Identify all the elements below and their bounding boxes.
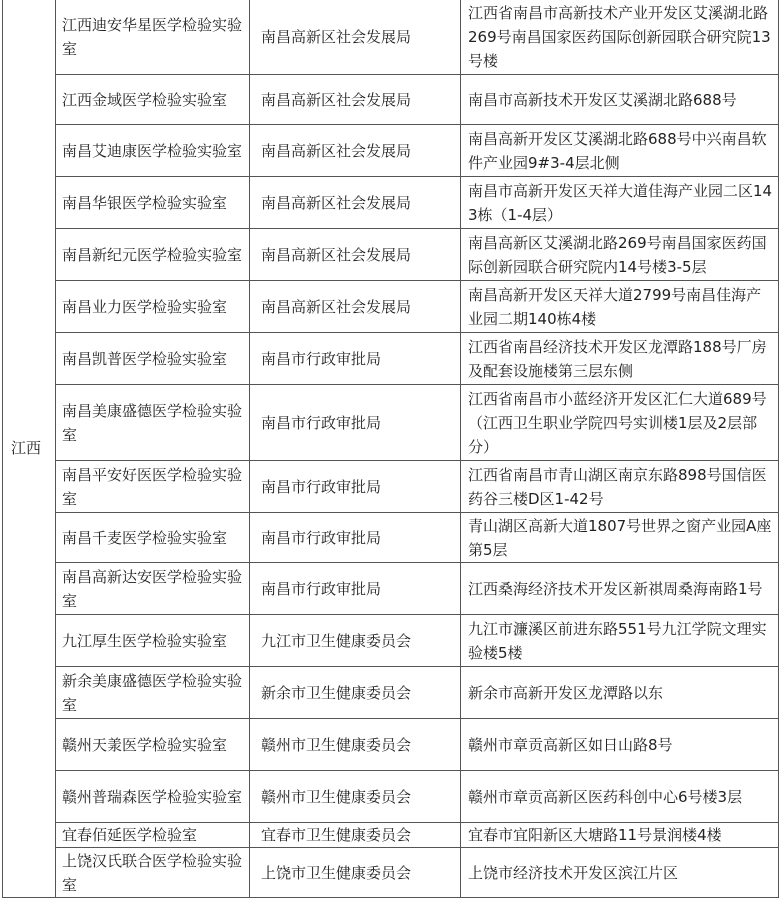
lab-name-cell: 江西金域医学检验实验室 xyxy=(56,75,250,125)
table-row xyxy=(3,0,779,75)
address-cell: 赣州市章贡高新区医药科创中心6号楼3层 xyxy=(461,771,779,823)
lab-table xyxy=(2,0,779,898)
lab-table-body xyxy=(3,0,779,898)
table-row xyxy=(3,75,779,125)
authority-cell: 上饶市卫生健康委员会 xyxy=(250,848,461,898)
address-cell: 南昌高新开发区天祥大道2799号南昌佳海产业园二期140栋4楼 xyxy=(461,281,779,333)
table-row xyxy=(3,461,779,513)
authority-cell: 南昌高新区社会发展局 xyxy=(250,75,461,125)
lab-name-cell: 南昌华银医学检验实验室 xyxy=(56,177,250,229)
address-cell: 南昌市高新开发区天祥大道佳海产业园二区143栋（1-4层） xyxy=(461,177,779,229)
table-row xyxy=(3,848,779,898)
lab-name-cell: 南昌凯普医学检验实验室 xyxy=(56,333,250,385)
address-cell: 青山湖区高新大道1807号世界之窗产业园A座第5层 xyxy=(461,513,779,563)
lab-name-cell: 南昌美康盛德医学检验实验室 xyxy=(56,385,250,461)
table-row xyxy=(3,385,779,461)
address-cell: 九江市濂溪区前进东路551号九江学院文理实验楼5楼 xyxy=(461,615,779,667)
address-cell: 上饶市经济技术开发区滨江片区 xyxy=(461,848,779,898)
table-row xyxy=(3,125,779,177)
address-cell: 南昌市高新技术开发区艾溪湖北路688号 xyxy=(461,75,779,125)
table-row xyxy=(3,771,779,823)
authority-cell: 南昌高新区社会发展局 xyxy=(250,229,461,281)
lab-name-cell: 南昌高新达安医学检验实验室 xyxy=(56,563,250,615)
authority-cell: 南昌高新区社会发展局 xyxy=(250,281,461,333)
authority-cell: 赣州市卫生健康委员会 xyxy=(250,771,461,823)
address-cell: 南昌高新开发区艾溪湖北路688号中兴南昌软件产业园9#3-4层北侧 xyxy=(461,125,779,177)
lab-name-cell: 上饶汉氏联合医学检验实验室 xyxy=(56,848,250,898)
lab-name-cell: 赣州普瑞森医学检验实验室 xyxy=(56,771,250,823)
authority-cell: 南昌市行政审批局 xyxy=(250,563,461,615)
address-cell: 江西省南昌市高新技术产业开发区艾溪湖北路269号南昌国家医药国际创新园联合研究院13号楼 xyxy=(461,0,779,75)
address-cell: 南昌高新区艾溪湖北路269号南昌国家医药国际创新园联合研究院内14号楼3-5层 xyxy=(461,229,779,281)
address-cell: 江西省南昌市青山湖区南京东路898号国信医药谷三楼D区1-42号 xyxy=(461,461,779,513)
lab-name-cell: 南昌千麦医学检验实验室 xyxy=(56,513,250,563)
authority-cell: 南昌高新区社会发展局 xyxy=(250,177,461,229)
lab-name-cell: 南昌平安好医医学检验实验室 xyxy=(56,461,250,513)
lab-name-cell: 南昌新纪元医学检验实验室 xyxy=(56,229,250,281)
authority-cell: 南昌高新区社会发展局 xyxy=(250,125,461,177)
table-row xyxy=(3,615,779,667)
authority-cell: 南昌市行政审批局 xyxy=(250,461,461,513)
lab-name-cell: 南昌艾迪康医学检验实验室 xyxy=(56,125,250,177)
table-row xyxy=(3,719,779,771)
authority-cell: 赣州市卫生健康委员会 xyxy=(250,719,461,771)
lab-name-cell: 新余美康盛德医学检验实验室 xyxy=(56,667,250,719)
address-cell: 江西省南昌市小蓝经济开发区汇仁大道689号（江西卫生职业学院四号实训楼1层及2层部分） xyxy=(461,385,779,461)
authority-cell: 南昌市行政审批局 xyxy=(250,333,461,385)
lab-name-cell: 江西迪安华星医学检验实验室 xyxy=(56,0,250,75)
lab-name-cell: 九江厚生医学检验实验室 xyxy=(56,615,250,667)
address-cell: 江西桑海经济技术开发区新祺周桑海南路1号 xyxy=(461,563,779,615)
table-row xyxy=(3,667,779,719)
authority-cell: 南昌市行政审批局 xyxy=(250,385,461,461)
table-row xyxy=(3,177,779,229)
lab-name-cell: 宜春佰延医学检验室 xyxy=(56,823,250,848)
province-cell: 江西 xyxy=(3,0,56,898)
table-row xyxy=(3,823,779,848)
lab-name-cell: 南昌业力医学检验实验室 xyxy=(56,281,250,333)
authority-cell: 新余市卫生健康委员会 xyxy=(250,667,461,719)
authority-cell: 南昌市行政审批局 xyxy=(250,513,461,563)
table-row xyxy=(3,229,779,281)
table-row xyxy=(3,513,779,563)
authority-cell: 宜春市卫生健康委员会 xyxy=(250,823,461,848)
table-row xyxy=(3,333,779,385)
address-cell: 江西省南昌经济技术开发区龙潭路188号厂房及配套设施楼第三层东侧 xyxy=(461,333,779,385)
table-row xyxy=(3,563,779,615)
authority-cell: 九江市卫生健康委员会 xyxy=(250,615,461,667)
authority-cell: 南昌高新区社会发展局 xyxy=(250,0,461,75)
address-cell: 新余市高新开发区龙潭路以东 xyxy=(461,667,779,719)
address-cell: 赣州市章贡高新区如日山路8号 xyxy=(461,719,779,771)
table-row xyxy=(3,281,779,333)
address-cell: 宜春市宜阳新区大塘路11号景润楼4楼 xyxy=(461,823,779,848)
lab-name-cell: 赣州天羕医学检验实验室 xyxy=(56,719,250,771)
